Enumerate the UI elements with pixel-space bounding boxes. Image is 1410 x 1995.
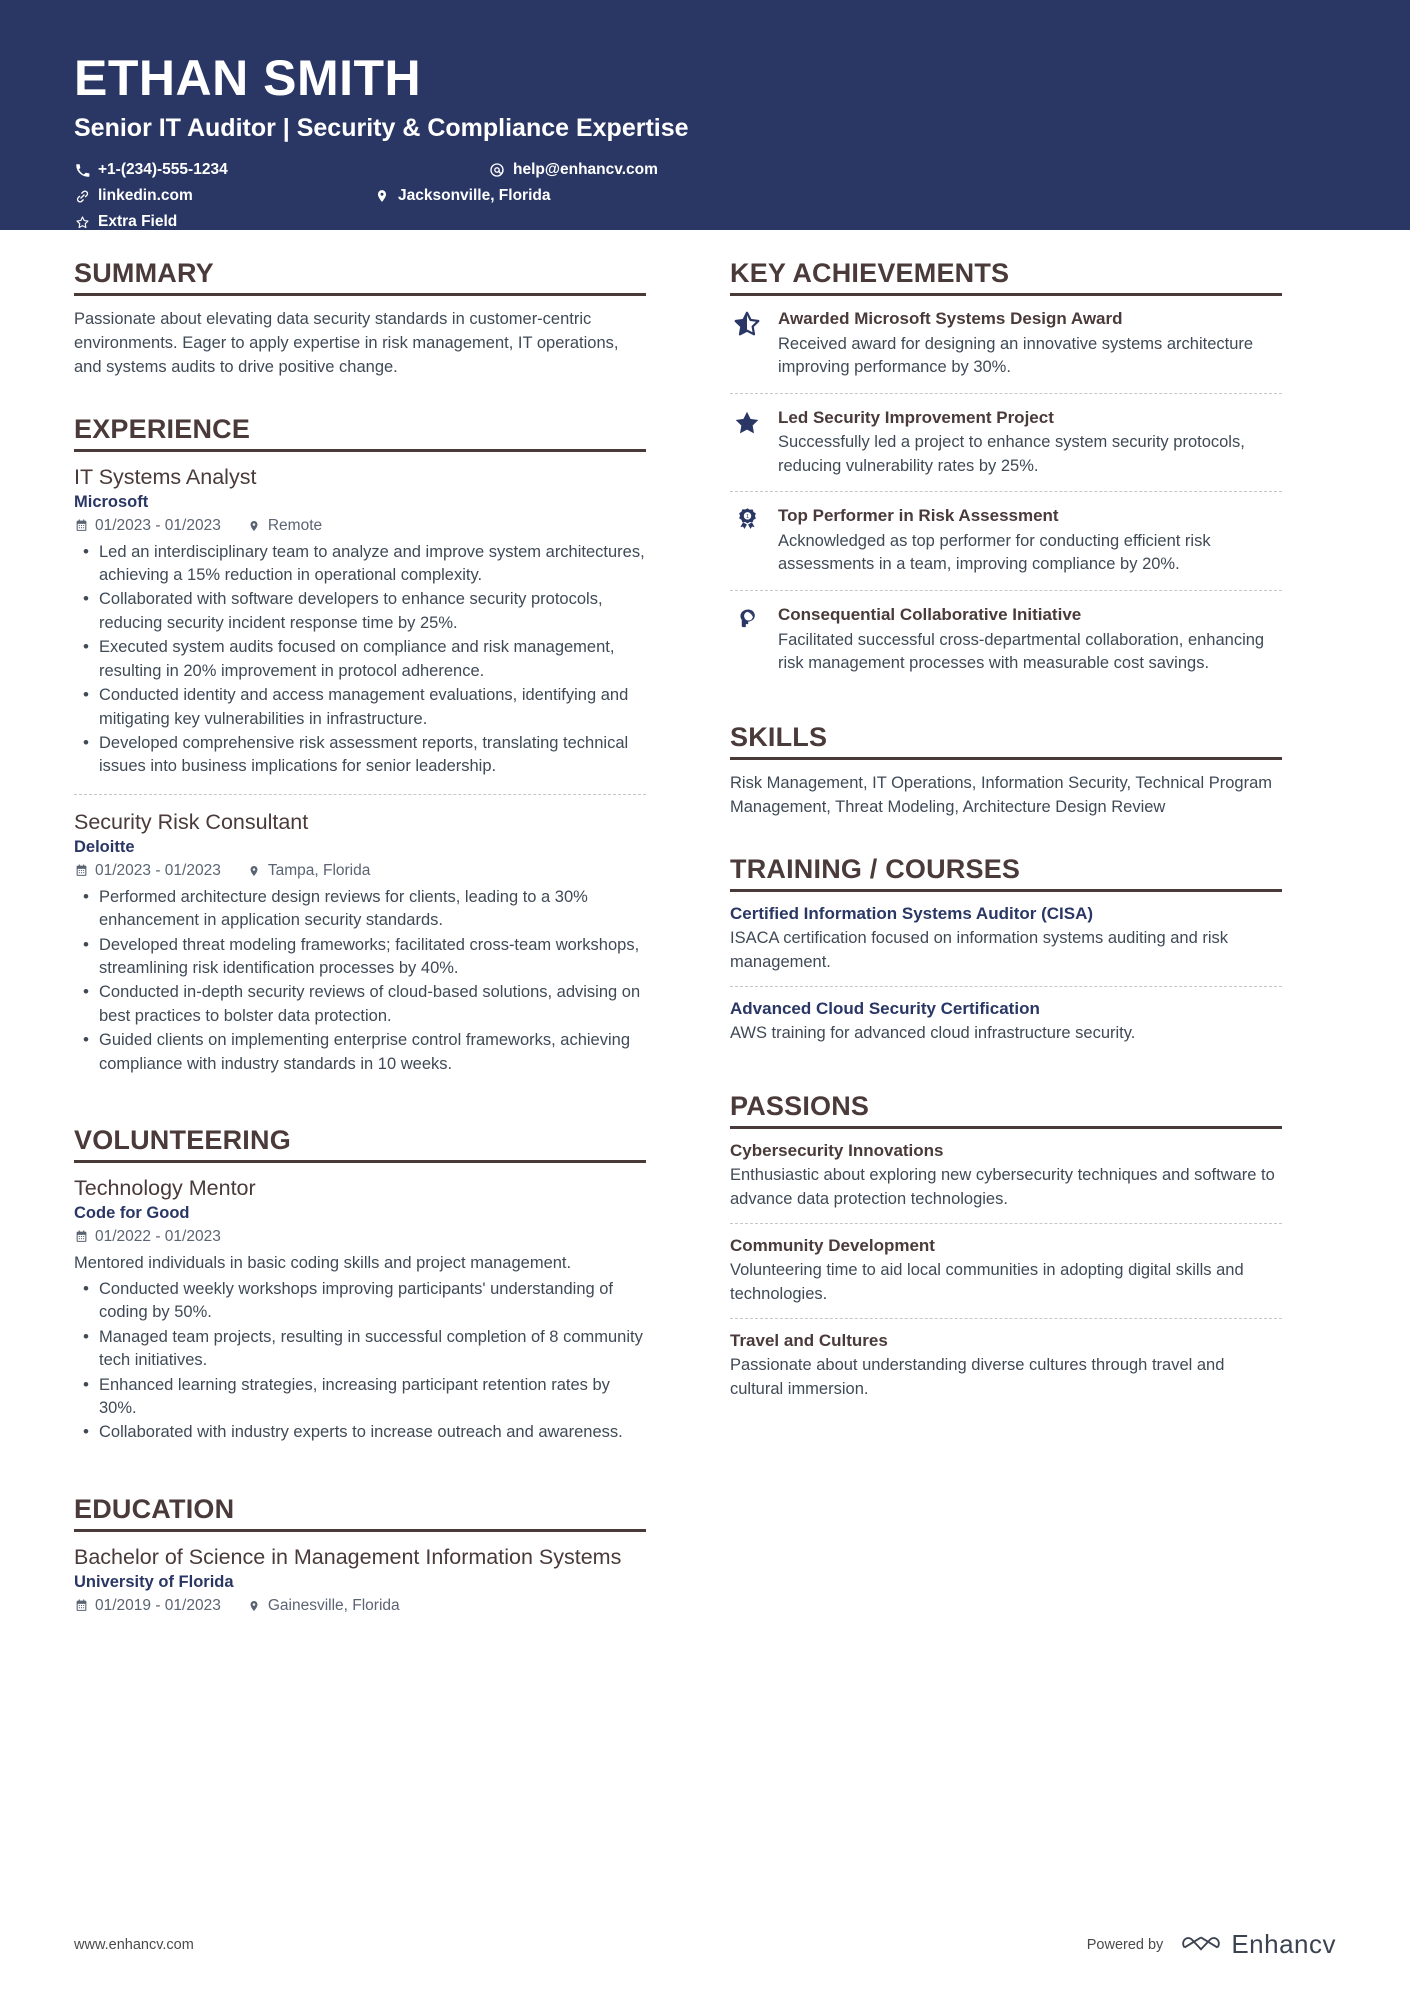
- education-school: University of Florida: [74, 1572, 234, 1591]
- passion-item: [730, 1318, 1282, 1413]
- experience-role: Security Risk Consultant: [74, 809, 309, 834]
- experience-location: [247, 517, 322, 535]
- calendar-icon: [74, 519, 88, 533]
- summary-text: Passionate about elevating data security standards in customer-centric environments. Eager to apply expertise in risk management, IT operations, and systems audits to drive positive change.: [74, 310, 619, 376]
- volunteering-rule: [74, 1160, 646, 1163]
- bullet: • Enhanced learning strategies, increasing participant retention rates by 30%.: [74, 1374, 646, 1421]
- candidate-headline: Senior IT Auditor | Security & Compliance Expertise: [74, 114, 689, 142]
- experience-company: Microsoft: [74, 492, 149, 511]
- head-thinking-icon: [730, 604, 764, 676]
- passion-title: Community Development: [730, 1236, 935, 1256]
- education-heading: EDUCATION: [74, 1493, 235, 1524]
- star-filled-icon: [730, 407, 764, 479]
- award-ribbon-icon: [730, 505, 764, 577]
- achievement-desc: Successfully led a project to enhance system security protocols, reducing vulnerability rates by 25%.: [778, 433, 1245, 475]
- volunteering-meta: [74, 1228, 646, 1246]
- skills-heading: SKILLS: [730, 722, 828, 753]
- bullet: • Led an interdisciplinary team to analyze and improve system architectures, achieving a 15% reduction in operational complexity.: [74, 541, 646, 588]
- training-title: Certified Information Systems Auditor (CISA): [730, 904, 1094, 924]
- bullet: • Conducted identity and access management evaluations, identifying and mitigating key vulnerabilities in infrastructure.: [74, 684, 646, 731]
- education-dates-text: 01/2019 - 01/2023: [95, 1596, 221, 1614]
- passion-desc: Volunteering time to aid local communities in adopting digital skills and technologies.: [730, 1261, 1244, 1303]
- bullet: • Executed system audits focused on compliance and risk management, resulting in 20% improvement in protocol adherence.: [74, 636, 646, 683]
- star-half-icon: [730, 308, 764, 380]
- volunteering-bullets: [74, 1278, 646, 1445]
- passion-title: Travel and Cultures: [730, 1331, 888, 1351]
- contact-list: [74, 157, 1074, 235]
- svg-text:1: 1: [745, 514, 749, 521]
- bullet: • Guided clients on implementing enterprise control frameworks, achieving compliance with industry standards in 10 weeks.: [74, 1029, 646, 1076]
- achievement-item: [730, 491, 1282, 590]
- volunteering-dates-text: 01/2022 - 01/2023: [95, 1227, 221, 1245]
- training-desc: ISACA certification focused on information systems auditing and risk management.: [730, 929, 1228, 971]
- bullet: • Conducted in-depth security reviews of cloud-based solutions, advising on best practices to bolster data protection.: [74, 981, 646, 1028]
- calendar-icon: [74, 864, 88, 878]
- bullet: • Conducted weekly workshops improving participants' understanding of coding by 50%.: [74, 1278, 646, 1325]
- footer-branding: [1087, 1928, 1336, 1961]
- contact-linkedin-text: linkedin.com: [98, 187, 193, 204]
- calendar-icon: [74, 1599, 88, 1613]
- phone-icon: [74, 162, 90, 178]
- contact-extra-field-text: Extra Field: [98, 213, 178, 230]
- resume-body: [0, 230, 1410, 1635]
- contact-phone[interactable]: [74, 157, 489, 183]
- enhancv-brand-name: Enhancv: [1231, 1929, 1336, 1959]
- summary-rule: [74, 293, 646, 296]
- achievement-body: [778, 308, 1282, 380]
- location-icon: [247, 1599, 261, 1613]
- education-entry: [74, 1544, 646, 1635]
- achievement-title: Consequential Collaborative Initiative: [778, 604, 1082, 624]
- achievement-desc: Facilitated successful cross-departmental collaboration, enhancing risk management processes with measurable cost savings.: [778, 630, 1265, 672]
- experience-heading: EXPERIENCE: [74, 413, 251, 444]
- experience-dates-text: 01/2023 - 01/2023: [95, 516, 221, 534]
- training-item: [730, 986, 1282, 1057]
- experience-dates: [74, 517, 221, 535]
- section-key-achievements: [730, 258, 1282, 688]
- passion-item: [730, 1141, 1282, 1223]
- left-column: [74, 230, 674, 1635]
- skills-text: Risk Management, IT Operations, Information Security, Technical Program Management, Threat Modeling, Architecture Design Review: [730, 774, 1272, 817]
- contact-linkedin[interactable]: [74, 183, 374, 209]
- location-icon: [247, 519, 261, 533]
- volunteering-entry: [74, 1175, 646, 1460]
- bullet: • Collaborated with software developers to enhance security protocols, reducing security incident response time by 25%.: [74, 588, 646, 635]
- candidate-name: ETHAN SMITH: [74, 50, 422, 106]
- training-rule: [730, 889, 1282, 892]
- training-title: Advanced Cloud Security Certification: [730, 999, 1040, 1019]
- right-column: [674, 230, 1282, 1635]
- bullet: • Collaborated with industry experts to increase outreach and awareness.: [74, 1421, 646, 1444]
- section-passions: [730, 1091, 1282, 1413]
- education-degree: Bachelor of Science in Management Information Systems: [74, 1544, 622, 1569]
- achievement-body: [778, 407, 1282, 479]
- summary-heading: SUMMARY: [74, 258, 214, 288]
- experience-meta: [74, 517, 646, 535]
- experience-role: IT Systems Analyst: [74, 464, 257, 489]
- link-icon: [74, 188, 90, 204]
- achievement-desc: Received award for designing an innovative systems architecture improving performance by 30%.: [778, 334, 1254, 377]
- bullet: • Developed threat modeling frameworks; facilitated cross-team workshops, streamlining risk identification processes by 40%.: [74, 934, 646, 981]
- achievement-title: Top Performer in Risk Assessment: [778, 506, 1059, 526]
- section-volunteering: [74, 1125, 646, 1460]
- location-icon: [247, 864, 261, 878]
- achievements-heading: KEY ACHIEVEMENTS: [730, 258, 1010, 288]
- volunteering-description: Mentored individuals in basic coding skills and project management.: [74, 1253, 572, 1272]
- contact-email-text: help@enhancv.com: [513, 161, 658, 178]
- training-heading: TRAINING / COURSES: [730, 854, 1021, 885]
- education-location-text: Gainesville, Florida: [267, 1596, 400, 1614]
- contact-phone-text: +1-(234)-555-1234: [98, 161, 228, 178]
- contact-location-text: Jacksonville, Florida: [398, 187, 551, 204]
- calendar-icon: [74, 1230, 88, 1244]
- education-rule: [74, 1529, 646, 1532]
- education-dates: [74, 1597, 221, 1615]
- achievement-item: [730, 590, 1282, 689]
- section-education: [74, 1494, 646, 1635]
- achievement-item: [730, 308, 1282, 393]
- training-desc: AWS training for advanced cloud infrastructure security.: [730, 1024, 1136, 1043]
- bullet: • Managed team projects, resulting in successful completion of 8 community tech initiatives.: [74, 1326, 646, 1373]
- enhancv-logo-icon: [1181, 1928, 1221, 1961]
- education-meta: [74, 1597, 646, 1615]
- volunteering-role: Technology Mentor: [74, 1176, 256, 1201]
- passions-heading: PASSIONS: [730, 1091, 870, 1122]
- volunteering-dates: [74, 1228, 221, 1246]
- star-outline-icon: [74, 214, 90, 230]
- volunteering-org: Code for Good: [74, 1203, 190, 1222]
- contact-location[interactable]: [374, 183, 789, 209]
- section-skills: [730, 722, 1282, 820]
- experience-location-text: Remote: [267, 516, 323, 534]
- achievement-title: Awarded Microsoft Systems Design Award: [778, 309, 1123, 328]
- achievement-body: [778, 604, 1282, 676]
- experience-entry: [74, 794, 646, 1091]
- passions-rule: [730, 1126, 1282, 1129]
- experience-meta: [74, 862, 646, 880]
- experience-rule: [74, 449, 646, 452]
- passion-desc: Enthusiastic about exploring new cybersecurity techniques and software to advance data protection technologies.: [730, 1166, 1275, 1208]
- passion-desc: Passionate about understanding diverse cultures through travel and cultural immersion.: [730, 1356, 1225, 1398]
- resume-header: [0, 0, 1410, 230]
- experience-dates: [74, 862, 221, 880]
- achievement-title: Led Security Improvement Project: [778, 407, 1054, 427]
- achievement-body: [778, 505, 1282, 577]
- achievement-desc: Acknowledged as top performer for conducting efficient risk assessments in a team, improving compliance by 20%.: [778, 531, 1211, 574]
- location-icon: [374, 188, 390, 204]
- experience-location: [247, 862, 371, 880]
- section-summary: [74, 258, 646, 380]
- email-icon: [489, 162, 505, 178]
- bullet: • Developed comprehensive risk assessment reports, translating technical issues into business implications for senior leadership.: [74, 732, 646, 779]
- passion-title: Cybersecurity Innovations: [730, 1141, 944, 1161]
- footer-website-url[interactable]: www.enhancv.com: [74, 1936, 194, 1953]
- experience-bullets: [74, 886, 646, 1076]
- section-experience: [74, 414, 646, 1091]
- training-item: [730, 904, 1282, 986]
- skills-rule: [730, 757, 1282, 760]
- experience-company: Deloitte: [74, 837, 135, 856]
- experience-location-text: Tampa, Florida: [267, 861, 371, 879]
- experience-bullets: [74, 541, 646, 779]
- experience-entry: [74, 464, 646, 794]
- education-location: [247, 1597, 400, 1615]
- achievement-item: [730, 393, 1282, 492]
- achievements-rule: [730, 293, 1282, 296]
- passion-item: [730, 1223, 1282, 1318]
- bullet: • Performed architecture design reviews for clients, leading to a 30% enhancement in application security standards.: [74, 886, 646, 933]
- contact-email[interactable]: [489, 157, 904, 183]
- enhancv-brand: [1181, 1928, 1336, 1961]
- powered-by-label: Powered by: [1086, 1936, 1164, 1953]
- volunteering-heading: VOLUNTEERING: [74, 1125, 291, 1156]
- resume-footer: [0, 1928, 1410, 1961]
- experience-dates-text: 01/2023 - 01/2023: [95, 861, 221, 879]
- section-training: [730, 854, 1282, 1057]
